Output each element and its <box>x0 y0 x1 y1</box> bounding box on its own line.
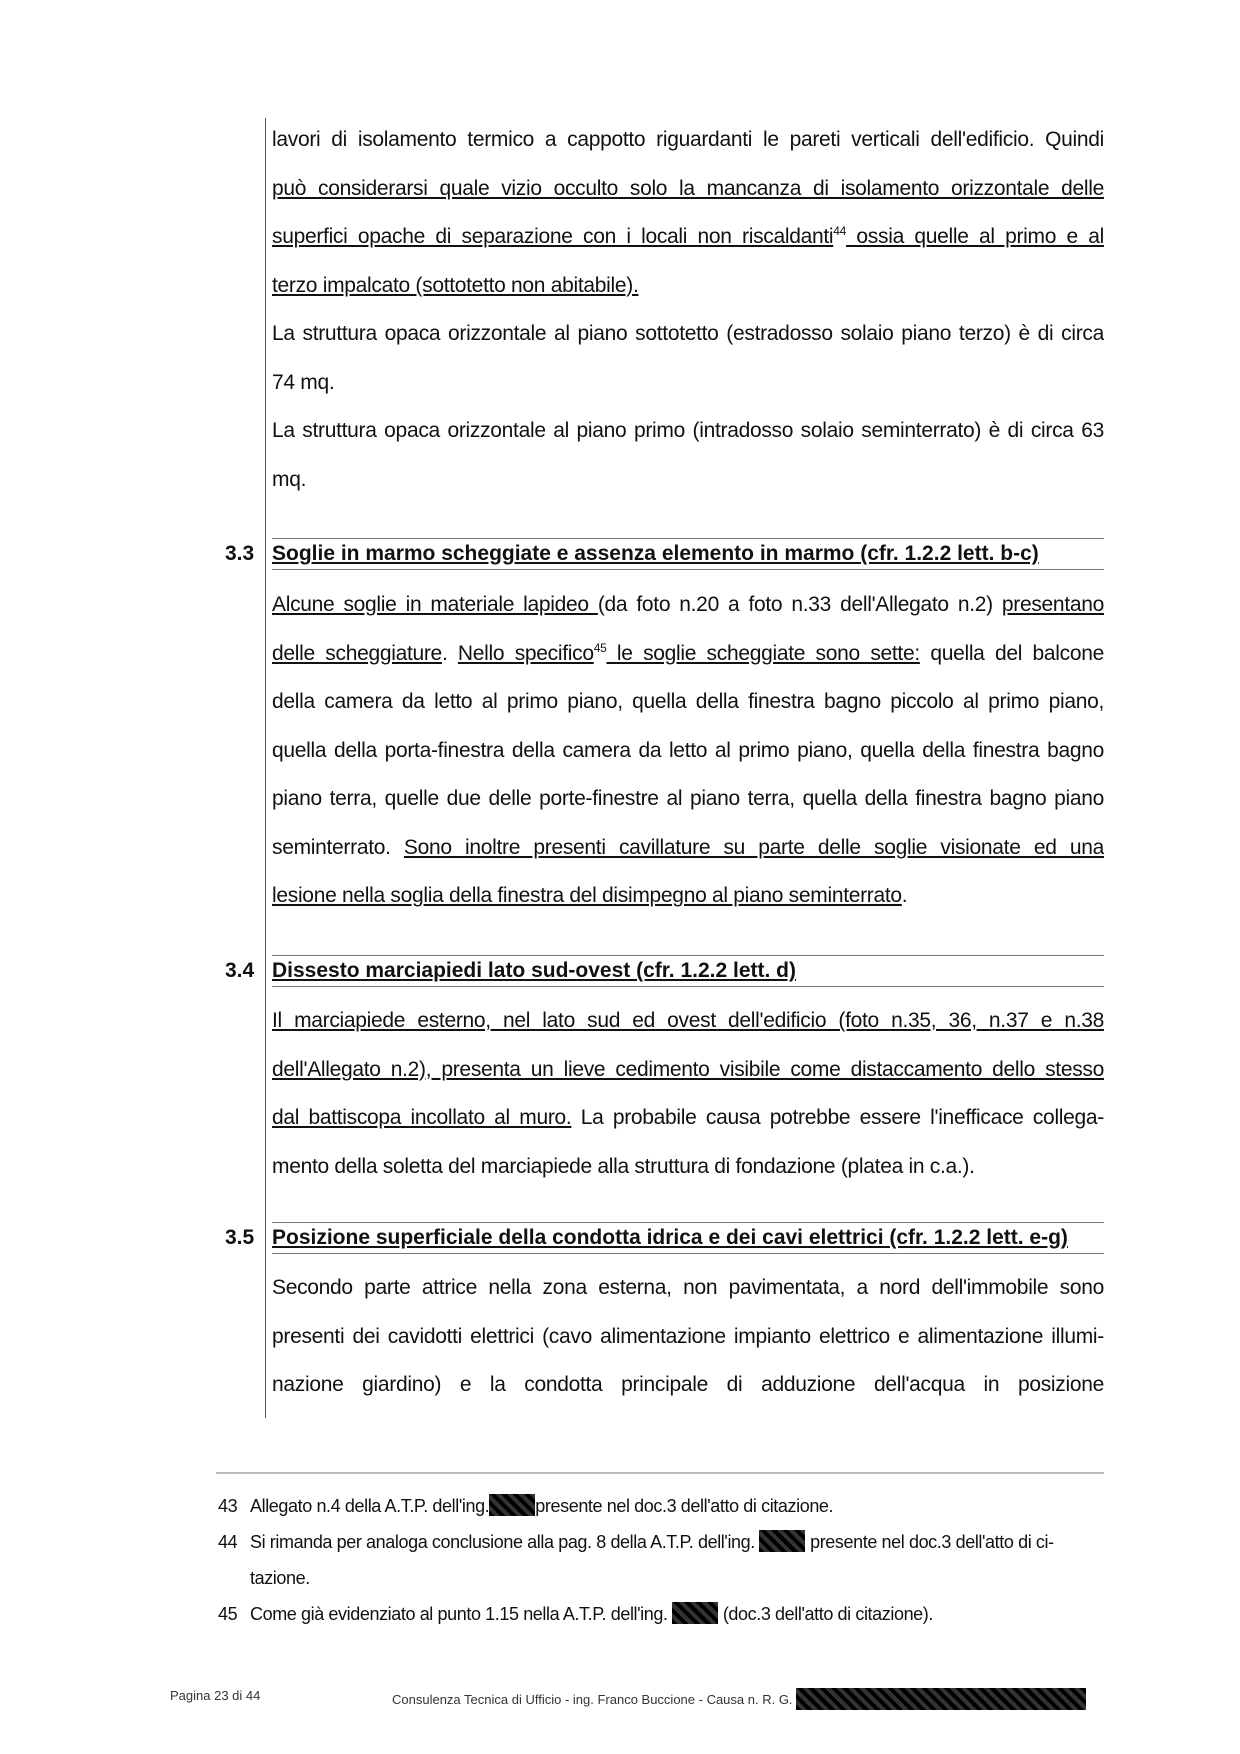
intro-paragraph <box>272 116 1104 504</box>
footnote-text: tazione. <box>250 1568 310 1588</box>
footnote-text: (doc.3 dell'atto di citazione). <box>722 1604 933 1624</box>
text-span: delle scheggiature <box>272 641 442 665</box>
text-line: piano terra, quelle due delle porte-finestre al piano terra, quella della finestra bagno piano <box>272 787 1104 810</box>
redaction-mark <box>759 1530 805 1552</box>
text-line <box>272 824 1104 873</box>
text-line <box>272 872 1104 921</box>
text-line: della camera da letto al primo piano, quella della finestra bagno piccolo al primo piano, <box>272 690 1104 713</box>
footnote-ref: 44 <box>833 224 847 238</box>
text-line: La struttura opaca orizzontale al piano primo (intradosso solaio seminterrato) è di circa 63 <box>272 419 1104 442</box>
text-line: mento della soletta del marciapiede alla struttura di fondazione (platea in c.a.). <box>272 1154 975 1178</box>
footer-text <box>392 1688 1086 1710</box>
redaction-mark <box>796 1688 1086 1710</box>
footnote-separator <box>216 1472 1104 1474</box>
text-span: dal battiscopa incollato al muro. <box>272 1106 572 1129</box>
text-line <box>272 630 1104 679</box>
footnote-number: 43 <box>218 1496 238 1516</box>
redaction-mark <box>672 1602 718 1624</box>
footnote-number: 44 <box>218 1532 238 1552</box>
footnote-text: Allegato n.4 della A.T.P. dell'ing. <box>250 1496 490 1516</box>
text-line: dell'Allegato n.2), presenta un lieve cedimento visibile come distaccamento dello stesso <box>272 1057 1104 1081</box>
heading-rule <box>272 986 1104 987</box>
footnote-text: Come già evidenziato al punto 1.15 nella A.T.P. dell'ing. <box>250 1604 668 1624</box>
text-span: le soglie scheggiate sono sette: <box>606 641 920 665</box>
section-title: Dissesto marciapiedi lato sud-ovest (cfr. 1.2.2 lett. d) <box>272 959 796 982</box>
section-heading-3-3 <box>0 538 1104 570</box>
text-line: mq. <box>272 467 307 491</box>
footnote-text: presente nel doc.3 dell'atto di ci- <box>810 1532 1054 1552</box>
text-span: quella del balcone <box>919 641 1104 665</box>
text-line <box>272 1094 1104 1143</box>
text-line: nazione giardino) e la condotta principale di adduzione dell'acqua in posizione <box>272 1373 1104 1396</box>
section-number: 3.5 <box>225 1226 255 1249</box>
footnote-text: presente nel doc.3 dell'atto di citazione. <box>535 1496 834 1516</box>
text-line: 74 mq. <box>272 370 335 394</box>
text-span: Alcune soglie in materiale lapideo <box>272 593 598 616</box>
footnote-ref: 45 <box>593 640 607 655</box>
text-span: Nello specifico <box>457 641 594 665</box>
text-span: terzo impalcato (sottotetto non abitabile). <box>272 273 639 297</box>
text-span: . <box>441 641 458 665</box>
section-title: Posizione superficiale della condotta idrica e dei cavi elettrici (cfr. 1.2.2 lett. e-g) <box>272 1226 1068 1249</box>
heading-rule <box>272 1222 1104 1223</box>
text-span: (da foto n.20 a foto n.33 dell'Allegato n.2) <box>597 593 1002 616</box>
heading-rule <box>272 1253 1104 1254</box>
text-span: ossia quelle al primo e al <box>846 225 1104 248</box>
section-title: Soglie in marmo scheggiate e assenza elemento in marmo (cfr. 1.2.2 lett. b-c) <box>272 542 1039 565</box>
text-span: Sono inoltre presenti cavillature su parte delle soglie visionate ed una <box>403 835 1104 859</box>
text-span: . <box>901 884 908 907</box>
text-line: lavori di isolamento termico a cappotto riguardanti le pareti verticali dell'edificio. Quindi <box>272 128 1104 151</box>
footer-label: Consulenza Tecnica di Ufficio - ing. Franco Buccione - Causa n. R. G. <box>392 1692 793 1707</box>
text-span: superfici opache di separazione con i locali non riscaldanti <box>272 225 834 248</box>
text-line <box>272 581 1104 630</box>
text-span: La probabile causa potrebbe essere l'inefficace collega- <box>571 1106 1104 1129</box>
text-line: può considerarsi quale vizio occulto solo la mancanza di isolamento orizzontale delle <box>272 176 1104 200</box>
text-line <box>272 213 1104 262</box>
text-line: Secondo parte attrice nella zona esterna, non pavimentata, a nord dell'immobile sono <box>272 1276 1104 1299</box>
footnote <box>218 1596 1104 1632</box>
text-span: seminterrato. <box>272 835 404 859</box>
section-number: 3.4 <box>225 959 255 982</box>
text-line: quella della porta-finestra della camera da letto al primo piano, quella della finestra bagno <box>272 738 1104 762</box>
heading-rule <box>272 955 1104 956</box>
page-number: Pagina 23 di 44 <box>170 1688 261 1703</box>
text-line: La struttura opaca orizzontale al piano sottotetto (estradosso solaio piano terzo) è di circa <box>272 322 1104 345</box>
heading-rule <box>272 538 1104 539</box>
section-3-4-body <box>272 997 1104 1191</box>
footnote-continuation <box>218 1560 1104 1596</box>
footnote-number: 45 <box>218 1604 238 1624</box>
footnote-text: Si rimanda per analoga conclusione alla pag. 8 della A.T.P. dell'ing. <box>250 1532 755 1552</box>
footnote <box>218 1524 1104 1560</box>
text-line: Il marciapiede esterno, nel lato sud ed ovest dell'edificio (foto n.35, 36, n.37 e n.38 <box>272 1009 1104 1032</box>
section-3-3-body <box>272 581 1104 921</box>
text-span: lesione nella soglia della finestra del disimpegno al piano seminterrato <box>272 884 902 907</box>
section-heading-3-4 <box>0 955 1104 987</box>
redaction-mark <box>489 1494 535 1516</box>
text-line <box>272 262 1104 311</box>
text-line: presenti dei cavidotti elettrici (cavo alimentazione impianto elettrico e alimentazione illumi- <box>272 1324 1104 1348</box>
section-heading-3-5 <box>0 1222 1104 1254</box>
text-span: presentano <box>1001 593 1104 616</box>
footnotes <box>218 1488 1104 1632</box>
section-3-5-body <box>272 1264 1104 1410</box>
section-number: 3.3 <box>225 542 255 565</box>
footnote <box>218 1488 1104 1524</box>
heading-rule <box>272 569 1104 570</box>
